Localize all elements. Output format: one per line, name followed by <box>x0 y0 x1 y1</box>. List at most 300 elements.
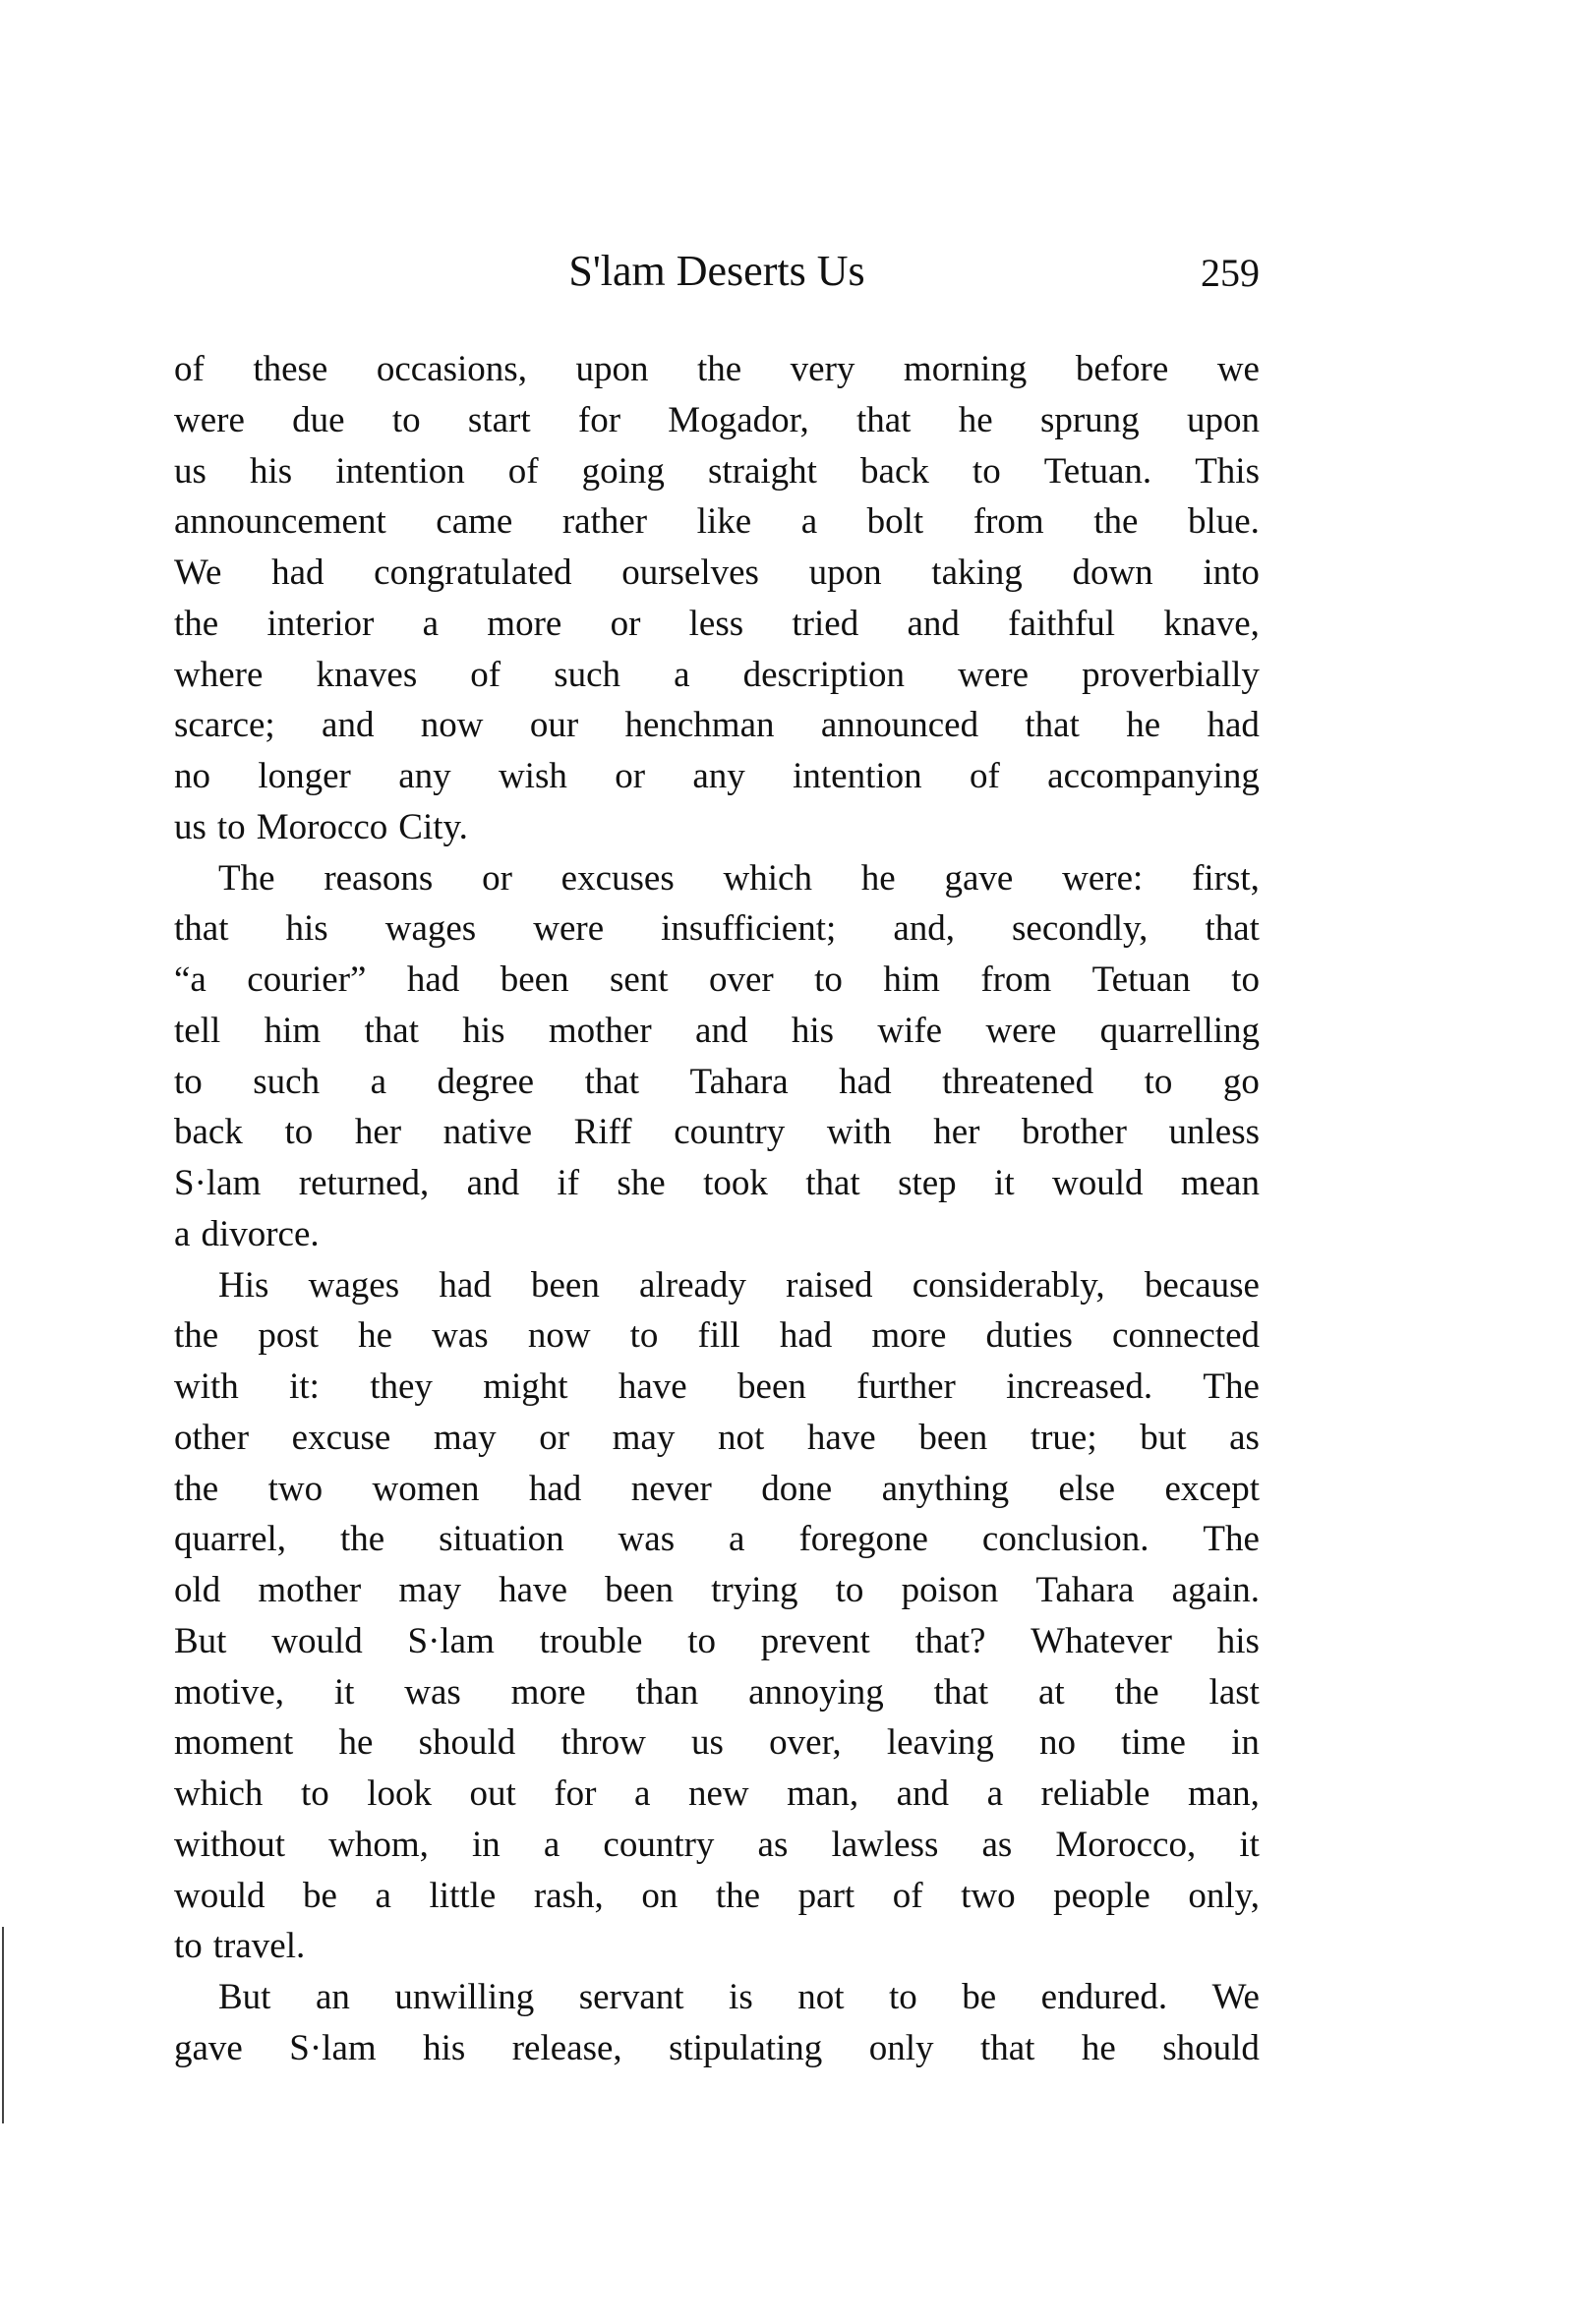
word: have <box>618 1366 687 1407</box>
word: proverbially <box>1082 654 1260 695</box>
word: lawless <box>831 1824 939 1865</box>
word: the <box>174 603 219 644</box>
word: morning <box>903 349 1028 389</box>
word: a <box>375 1875 391 1916</box>
word: foregone <box>798 1519 928 1560</box>
word: look <box>367 1773 433 1814</box>
word: his <box>791 1010 834 1051</box>
word: old <box>174 1570 221 1610</box>
word: occasions, <box>376 349 527 389</box>
word: wages <box>384 908 477 950</box>
word: straight <box>707 450 817 492</box>
word: more <box>487 603 562 644</box>
word: true; <box>1030 1417 1097 1458</box>
word: again. <box>1171 1570 1260 1610</box>
word: sprung <box>1039 399 1140 440</box>
word: whom, <box>328 1824 429 1865</box>
text-line <box>174 1616 1260 1667</box>
word: Riff <box>573 1112 632 1153</box>
word: that <box>805 1163 860 1203</box>
word: like <box>696 501 752 543</box>
word: was <box>618 1519 676 1560</box>
word: we <box>1216 349 1260 389</box>
text-line <box>174 1209 1260 1260</box>
word: were <box>174 399 245 440</box>
word: to <box>300 1773 329 1814</box>
word: go <box>1222 1061 1260 1102</box>
word: upon <box>575 349 649 389</box>
word: already <box>639 1264 746 1306</box>
word: sent <box>609 959 669 1000</box>
word: “a <box>174 959 206 1000</box>
word: a <box>634 1773 651 1814</box>
word: the <box>339 1519 385 1560</box>
word: Tetuan <box>1091 959 1191 1000</box>
word: going <box>581 450 665 492</box>
word: increased. <box>1006 1366 1153 1407</box>
word: that <box>855 399 912 440</box>
word: because <box>1144 1264 1260 1306</box>
word: But <box>218 1977 271 2017</box>
text-line <box>174 548 1260 599</box>
word: Tahara <box>689 1061 789 1102</box>
word: with <box>826 1112 892 1153</box>
word: gave <box>174 2027 243 2068</box>
word: were: <box>1062 857 1144 899</box>
word: had <box>528 1468 582 1509</box>
word: not <box>797 1977 845 2017</box>
word: motive, <box>174 1671 285 1713</box>
word: fill <box>697 1315 740 1357</box>
word: longer <box>258 756 351 796</box>
word: never <box>630 1468 712 1509</box>
word: a <box>729 1519 745 1560</box>
word: unless <box>1168 1112 1260 1153</box>
word: announced <box>820 705 979 746</box>
word: and <box>695 1010 748 1051</box>
word: for <box>554 1773 597 1814</box>
word: that <box>1205 908 1260 950</box>
word: City. <box>398 806 468 847</box>
word: ourselves <box>621 552 759 593</box>
word: her <box>354 1112 402 1153</box>
word: from <box>972 501 1044 543</box>
word: stipulating <box>669 2027 823 2068</box>
word: quarrelling <box>1099 1010 1260 1051</box>
word: with <box>174 1366 239 1407</box>
word: his <box>285 908 328 950</box>
word: should <box>418 1722 516 1764</box>
text-line <box>174 1158 1260 1209</box>
word: of <box>174 349 205 389</box>
word: considerably, <box>912 1264 1105 1306</box>
word: quarrel, <box>174 1519 287 1560</box>
word: were <box>958 654 1029 695</box>
word: to <box>1231 959 1260 1000</box>
word: his <box>1216 1620 1260 1661</box>
word: that <box>174 908 229 950</box>
word: congratulated <box>374 552 572 593</box>
word: mother <box>258 1570 362 1610</box>
word: he <box>958 399 993 440</box>
word: back <box>174 1112 243 1153</box>
word: been <box>500 959 569 1000</box>
word: country <box>674 1112 786 1153</box>
word: or <box>482 857 512 899</box>
word: was <box>404 1671 461 1713</box>
word: may <box>612 1417 676 1458</box>
text-line <box>174 1006 1260 1057</box>
word: S·lam <box>174 1163 262 1203</box>
word: down <box>1072 552 1153 593</box>
word: to <box>835 1570 864 1610</box>
word: wages <box>308 1264 400 1306</box>
word: the <box>1093 501 1139 543</box>
text-line <box>174 599 1260 650</box>
word: back <box>860 450 929 492</box>
word: but <box>1140 1417 1187 1458</box>
word: would <box>174 1875 265 1916</box>
word: now <box>527 1315 591 1357</box>
word: over, <box>769 1722 842 1764</box>
word: without <box>174 1824 286 1865</box>
word: situation <box>439 1519 564 1560</box>
word: henchman <box>624 705 775 746</box>
word: due <box>292 399 345 440</box>
word: the <box>696 349 742 389</box>
word: that <box>933 1671 989 1713</box>
word: in <box>472 1824 501 1865</box>
word: travel. <box>212 1926 306 1967</box>
word: that <box>979 2027 1035 2068</box>
word: have <box>806 1417 876 1458</box>
word: a <box>674 654 690 695</box>
word: for <box>577 399 621 440</box>
word: no <box>174 756 210 796</box>
word: him <box>883 959 940 1000</box>
text-line <box>174 700 1260 751</box>
word: faithful <box>1008 603 1116 644</box>
word: been <box>530 1264 600 1306</box>
word: mean <box>1180 1163 1260 1203</box>
word: raised <box>786 1264 873 1306</box>
word: if <box>557 1163 580 1203</box>
word: that? <box>914 1620 986 1661</box>
chapter-title: S'lam Deserts Us <box>568 247 865 295</box>
word: This <box>1195 450 1260 492</box>
word: he <box>1081 2027 1116 2068</box>
word: S·lam <box>289 2027 377 2068</box>
word: little <box>429 1875 497 1916</box>
word: a <box>422 603 440 644</box>
word: might <box>483 1366 568 1407</box>
word: our <box>529 705 579 746</box>
word: of <box>892 1875 923 1916</box>
word: man, <box>787 1773 859 1814</box>
word: done <box>761 1468 833 1509</box>
word: he <box>358 1315 393 1357</box>
word: The <box>1203 1519 1260 1560</box>
word: S·lam <box>407 1620 495 1661</box>
word: duties <box>985 1315 1073 1357</box>
text-line <box>174 1107 1260 1158</box>
word: upon <box>1186 399 1260 440</box>
word: which <box>723 857 812 899</box>
text-line <box>174 1565 1260 1616</box>
word: his <box>423 2027 466 2068</box>
word: any <box>398 756 451 796</box>
text-line <box>174 395 1260 446</box>
word: His <box>218 1264 269 1306</box>
word: rash, <box>533 1875 604 1916</box>
word: to <box>1144 1061 1173 1102</box>
word: other <box>174 1417 250 1458</box>
word: of <box>969 756 1000 796</box>
text-line <box>174 496 1260 548</box>
word: been <box>605 1570 675 1610</box>
text-line <box>174 650 1260 701</box>
word: start <box>467 399 531 440</box>
word: or <box>539 1417 570 1458</box>
word: of <box>470 654 501 695</box>
word: man, <box>1187 1773 1260 1814</box>
word: he <box>860 857 896 899</box>
word: was <box>432 1315 489 1357</box>
word: they <box>370 1366 433 1407</box>
word: last <box>1208 1671 1260 1713</box>
text-line <box>174 1413 1260 1464</box>
word: brother <box>1022 1112 1127 1153</box>
word: should <box>1162 2027 1260 2068</box>
word: post <box>258 1315 319 1357</box>
word: she <box>617 1163 666 1203</box>
word: been <box>737 1366 806 1407</box>
word: it <box>994 1163 1015 1203</box>
word: were <box>985 1010 1057 1051</box>
word: release, <box>511 2027 622 2068</box>
word: and, <box>893 908 955 950</box>
running-header <box>174 246 1260 305</box>
word: tell <box>174 1010 221 1051</box>
word: such <box>554 654 621 695</box>
word: to <box>174 1926 203 1967</box>
word: than <box>635 1671 699 1713</box>
word: part <box>797 1875 855 1916</box>
word: us <box>174 806 206 847</box>
word: and <box>466 1163 520 1203</box>
word: excuse <box>291 1417 391 1458</box>
word: native <box>442 1112 533 1153</box>
word: where <box>174 654 264 695</box>
word: Tahara <box>1035 1570 1135 1610</box>
word: the <box>174 1468 219 1509</box>
word: Whatever <box>1031 1620 1172 1661</box>
word: two <box>267 1468 324 1509</box>
text-line <box>174 1769 1260 1820</box>
word: and <box>907 603 960 644</box>
word: from <box>980 959 1052 1000</box>
text-line <box>174 2023 1260 2074</box>
word: as <box>757 1824 789 1865</box>
word: country <box>603 1824 715 1865</box>
word: these <box>253 349 328 389</box>
word: him <box>264 1010 322 1051</box>
word: that <box>364 1010 419 1051</box>
text-line <box>174 1871 1260 1922</box>
word: may <box>433 1417 497 1458</box>
word: a <box>370 1061 387 1102</box>
word: that <box>584 1061 640 1102</box>
word: secondly, <box>1012 908 1149 950</box>
word: had <box>439 1264 492 1306</box>
word: a <box>800 501 818 543</box>
word: accompanying <box>1047 756 1260 796</box>
word: trying <box>711 1570 798 1610</box>
word: trouble <box>539 1620 643 1661</box>
word: insufficient; <box>661 908 837 950</box>
word: new <box>687 1773 749 1814</box>
word: first, <box>1192 857 1260 899</box>
word: threatened <box>942 1061 1094 1102</box>
word: poison <box>901 1570 999 1610</box>
word: over <box>709 959 774 1000</box>
word: any <box>692 756 745 796</box>
word: upon <box>808 552 882 593</box>
text-line <box>174 1667 1260 1718</box>
word: intention <box>793 756 922 796</box>
word: Tetuan. <box>1043 450 1152 492</box>
word: and <box>322 705 375 746</box>
word: or <box>615 756 646 796</box>
page-edge-shadow <box>2 1927 4 2123</box>
text-line <box>174 1362 1260 1413</box>
word: an <box>315 1977 350 2017</box>
word: women <box>372 1468 480 1509</box>
text-line <box>174 1057 1260 1108</box>
text-line <box>174 344 1260 395</box>
word: before <box>1075 349 1169 389</box>
text-line <box>174 1820 1260 1871</box>
word: Mogador, <box>668 399 809 440</box>
word: may <box>398 1570 462 1610</box>
word: unwilling <box>394 1977 535 2017</box>
word: had <box>406 959 460 1000</box>
word: scarce; <box>174 705 275 746</box>
word: more <box>871 1315 947 1357</box>
word: The <box>218 857 275 899</box>
word: very <box>790 349 855 389</box>
word: took <box>703 1163 768 1203</box>
word: degree <box>437 1061 535 1102</box>
word: time <box>1121 1722 1186 1764</box>
text-line <box>174 903 1260 955</box>
word: which <box>174 1773 264 1814</box>
word: knaves <box>316 654 418 695</box>
word: have <box>499 1570 568 1610</box>
word: no <box>1038 1722 1076 1764</box>
word: would <box>271 1620 363 1661</box>
word: people <box>1053 1875 1150 1916</box>
word: he <box>338 1722 374 1764</box>
word: We <box>174 552 222 593</box>
word: tried <box>792 603 859 644</box>
word: except <box>1164 1468 1260 1509</box>
word: interior <box>266 603 375 644</box>
word: is <box>729 1977 753 2017</box>
word: out <box>469 1773 516 1814</box>
text-line <box>174 1260 1260 1311</box>
word: at <box>1037 1671 1065 1713</box>
word: of <box>507 450 539 492</box>
word: her <box>933 1112 980 1153</box>
word: only <box>868 2027 934 2068</box>
word: had <box>1207 705 1260 746</box>
word: bolt <box>866 501 924 543</box>
text-line <box>174 1921 1260 1972</box>
word: to <box>687 1620 717 1661</box>
word: the <box>174 1315 219 1357</box>
text-line <box>174 1972 1260 2023</box>
word: that <box>1025 705 1080 746</box>
word: now <box>420 705 484 746</box>
word: to <box>629 1315 659 1357</box>
word: on <box>641 1875 678 1916</box>
text-line <box>174 1310 1260 1362</box>
word: his <box>249 450 293 492</box>
word: less <box>688 603 744 644</box>
word: had <box>779 1315 833 1357</box>
word: throw <box>560 1722 646 1764</box>
word: endured. <box>1040 1977 1168 2017</box>
word: to <box>174 1061 203 1102</box>
text-line <box>174 955 1260 1006</box>
word: he <box>1126 705 1161 746</box>
word: be <box>962 1977 997 2017</box>
word: only, <box>1188 1875 1260 1916</box>
text-line <box>174 802 1260 853</box>
word: to <box>216 806 246 847</box>
word: wish <box>498 756 567 796</box>
word: and <box>896 1773 950 1814</box>
word: prevent <box>760 1620 870 1661</box>
word: Morocco <box>256 806 388 847</box>
word: us <box>174 450 206 492</box>
word: connected <box>1112 1315 1260 1357</box>
word: were <box>533 908 605 950</box>
word: it <box>333 1671 355 1713</box>
word: reliable <box>1040 1773 1150 1814</box>
word: his <box>462 1010 505 1051</box>
word: excuses <box>560 857 675 899</box>
word: description <box>742 654 906 695</box>
word: to <box>391 399 421 440</box>
word: not <box>717 1417 765 1458</box>
word: such <box>253 1061 321 1102</box>
word: it: <box>289 1366 320 1407</box>
text-line <box>174 1717 1260 1769</box>
word: courier” <box>247 959 367 1000</box>
word: wife <box>877 1010 943 1051</box>
word: to <box>814 959 843 1000</box>
word: leaving <box>886 1722 994 1764</box>
word: step <box>898 1163 957 1203</box>
word: came <box>436 501 513 543</box>
text-line <box>174 446 1260 497</box>
word: it <box>1239 1824 1260 1865</box>
word: would <box>1051 1163 1144 1203</box>
page-number: 259 <box>1201 251 1260 295</box>
word: to <box>888 1977 917 2017</box>
